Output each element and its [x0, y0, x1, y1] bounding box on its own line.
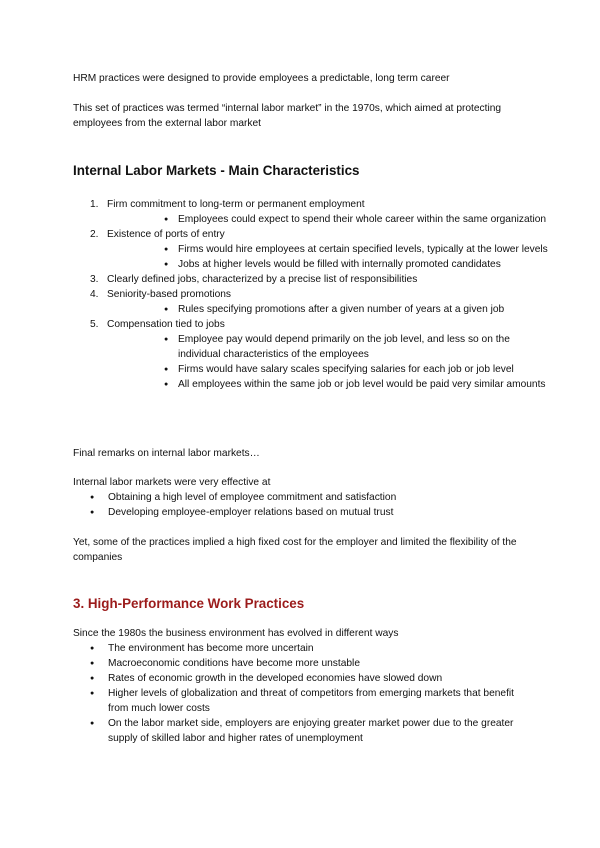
sub-list-item-text: Employees could expect to spend their whole career within the same organization: [178, 214, 547, 225]
list-item-text: Compensation tied to jobs: [107, 319, 225, 330]
intro-paragraph-2: This set of practices was termed “internal labor market” in the 1970s, which aimed at protecting employees from the external labor market: [73, 103, 502, 129]
list-item: [73, 287, 533, 317]
list-item-text: On the labor market side, employers are enjoying greater market power due to the greater supply of skilled labor and higher rates of unemployment: [108, 718, 514, 744]
sub-list: [107, 212, 547, 227]
list-item: [73, 272, 533, 287]
bullet-icon: ●: [164, 246, 169, 253]
list-item: [73, 197, 547, 227]
list-item-text: Existence of ports of entry: [107, 229, 225, 240]
list-number: 4.: [90, 289, 99, 300]
bullet-icon: ●: [90, 675, 95, 682]
list-number: 1.: [90, 199, 99, 210]
list-item-text: Seniority-based promotions: [107, 289, 232, 300]
sub-list-item-text: Rules specifying promotions after a given number of years at a given job: [178, 304, 505, 315]
sub-list-item-text: Firms would hire employees at certain specified levels, typically at the lower levels: [178, 244, 548, 255]
list-item-text: Developing employee-employer relations based on mutual trust: [108, 507, 394, 518]
bullet-icon: ●: [164, 366, 169, 373]
bullet-icon: ●: [90, 494, 95, 501]
effective-list: [73, 490, 533, 520]
list-item-text: Obtaining a high level of employee commitment and satisfaction: [108, 492, 397, 503]
list-item: [73, 490, 528, 505]
bullet-icon: ●: [90, 690, 95, 697]
list-item: [73, 227, 548, 272]
bullet-icon: ●: [90, 660, 95, 667]
intro-paragraph-1: HRM practices were designed to provide employees a predictable, long term career: [73, 73, 450, 84]
list-item-text: Firm commitment to long-term or permanent employment: [107, 199, 365, 210]
bullet-icon: ●: [164, 306, 169, 313]
sub-list-item-text: Jobs at higher levels would be filled with internally promoted candidates: [178, 259, 501, 270]
bullet-icon: ●: [90, 720, 95, 727]
sub-list: [107, 302, 533, 317]
sub-list-item: [107, 362, 553, 377]
list-item: [73, 505, 528, 520]
list-item: [73, 716, 528, 746]
sub-list-item: [107, 242, 553, 257]
bullet-icon: ●: [90, 509, 95, 516]
list-item: [73, 656, 528, 671]
list-item-text: Higher levels of globalization and threat of competitors from emerging markets that benefit from much lower costs: [108, 688, 515, 714]
sub-list-item: [107, 377, 553, 392]
sub-list-item: [107, 212, 553, 227]
list-number: 5.: [90, 319, 99, 330]
sub-list: [107, 332, 546, 392]
bullet-icon: ●: [90, 645, 95, 652]
sub-list: [107, 242, 548, 272]
list-item-text: Macroeconomic conditions have become more unstable: [108, 658, 360, 669]
sub-list-item: [107, 302, 553, 317]
bullet-icon: ●: [164, 381, 169, 388]
sub-list-item-text: All employees within the same job or job level would be paid very similar amounts: [178, 379, 546, 390]
list-item: [73, 671, 528, 686]
bullet-icon: ●: [164, 261, 169, 268]
section-heading-high-performance: 3. High-Performance Work Practices: [73, 596, 305, 611]
fixed-cost-paragraph: Yet, some of the practices implied a high fixed cost for the employer and limited the flexibility of the companies: [73, 537, 517, 563]
sub-list-item-text: Employee pay would depend primarily on the job level, and less so on the individual characteristics of the employees: [178, 334, 510, 360]
sub-list-item: [107, 257, 553, 272]
list-item: [73, 317, 546, 392]
hpwp-intro-paragraph: Since the 1980s the business environment has evolved in different ways: [73, 628, 399, 639]
final-remarks-paragraph: Final remarks on internal labor markets…: [73, 448, 260, 459]
list-item-text: Rates of economic growth in the developed economies have slowed down: [108, 673, 443, 684]
list-number: 3.: [90, 274, 99, 285]
bullet-icon: ●: [164, 336, 169, 343]
list-number: 2.: [90, 229, 99, 240]
list-item: [73, 686, 528, 716]
sub-list-item: [107, 332, 553, 362]
list-item-text: Clearly defined jobs, characterized by a precise list of responsibilities: [107, 274, 418, 285]
effective-intro-paragraph: Internal labor markets were very effective at: [73, 477, 271, 488]
list-item: [73, 641, 528, 656]
list-item-text: The environment has become more uncertain: [108, 643, 314, 654]
section-heading-internal-labor-markets: Internal Labor Markets - Main Characteristics: [73, 163, 360, 178]
sub-list-item-text: Firms would have salary scales specifying salaries for each job or job level: [178, 364, 514, 375]
environment-changes-list: [73, 641, 533, 746]
characteristics-list: [73, 197, 548, 392]
bullet-icon: ●: [164, 216, 169, 223]
